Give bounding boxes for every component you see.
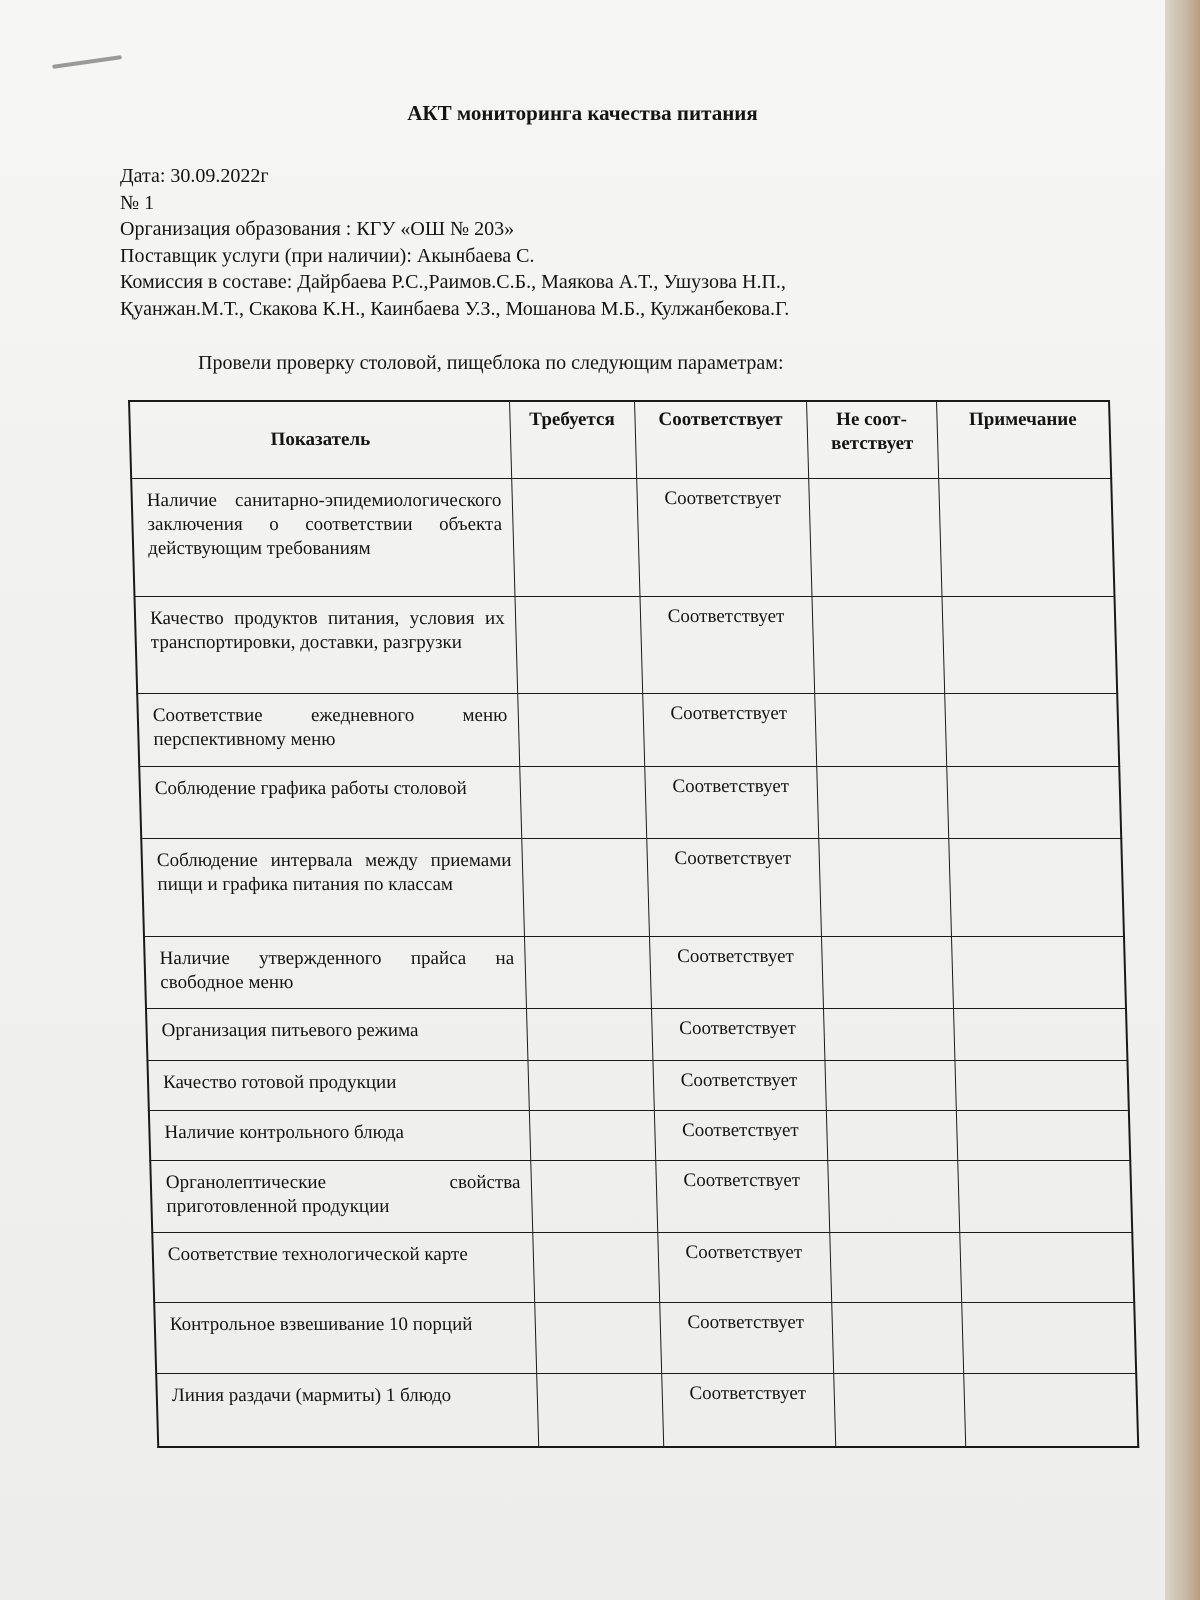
row-note [946,767,1121,839]
inspection-table [128,400,1139,1448]
desk-surface [1165,0,1200,1600]
row-indicator: Соответствие ежедневного меню перспективному меню [137,694,519,767]
row-matches: Соответствует [655,1161,829,1233]
row-required [517,694,644,767]
table-row [150,1161,1132,1233]
row-indicator: Наличие утвержденного прайса на свободное меню [144,937,526,1009]
table-row [156,1374,1138,1447]
row-not-matches [816,767,948,839]
row-note [957,1161,1132,1233]
table-body [131,479,1138,1447]
header-matches: Соответствует [634,401,808,479]
row-matches: Соответствует [636,479,811,597]
row-note [951,937,1126,1009]
row-not-matches [814,694,946,767]
row-indicator: Соблюдение интервала между приемами пищи и графика питания по классам [141,839,524,937]
row-required [529,1111,655,1161]
table-row [147,1061,1128,1111]
row-matches: Соответствует [652,1061,825,1111]
row-indicator: Органолептические свойства приготовленной продукции [150,1161,532,1233]
row-matches: Соответствует [657,1233,831,1303]
header-note: Примечание [936,401,1111,479]
header-not-matches: Не соот-ветствует [806,401,938,479]
date-line: Дата: 30.09.2022г [120,165,269,187]
row-note [954,1061,1128,1111]
row-matches: Соответствует [654,1111,827,1161]
row-required [526,1009,652,1061]
table-header-row [129,401,1111,479]
row-not-matches [821,937,953,1009]
row-indicator: Контрольное взвешивание 10 порций [154,1303,536,1374]
row-not-matches [808,479,941,597]
row-note [959,1233,1134,1303]
row-matches: Соответствует [646,839,821,937]
commission-line: Комиссия в составе: Дайрбаева Р.С.,Раимов.С.Б., Маякова А.Т., Ушузова Н.П., [120,271,786,293]
row-not-matches [827,1161,959,1233]
row-indicator: Качество готовой продукции [147,1061,528,1111]
row-required [530,1161,657,1233]
row-matches: Соответствует [659,1303,833,1374]
row-not-matches [826,1111,957,1161]
row-required [511,479,639,597]
commission-line-continued: Қуанжан.М.Т., Скакова К.Н., Каинбаева У.З., Мошанова М.Б., Кулжанбекова.Г. [120,297,790,320]
row-indicator: Наличие контрольного блюда [149,1111,530,1161]
table-row [149,1111,1130,1161]
row-note [948,839,1124,937]
row-note [953,1009,1127,1061]
table-row [137,694,1119,767]
organization-line: Организация образования : КГУ «ОШ № 203» [120,218,515,240]
row-matches: Соответствует [661,1374,835,1447]
row-indicator: Качество продуктов питания, условия их транспортировки, доставки, разгрузки [134,597,517,694]
row-required [536,1374,663,1447]
row-not-matches [833,1374,965,1447]
number-line: № 1 [120,191,155,214]
table-row [146,1009,1127,1061]
row-not-matches [823,1009,954,1061]
document-meta [120,163,789,322]
pen-mark [52,55,122,69]
header-indicator: Показатель [129,401,511,479]
row-not-matches [824,1061,955,1111]
row-note [938,479,1114,597]
row-not-matches [818,839,951,937]
row-required [527,1061,653,1111]
table-row [152,1233,1134,1303]
row-note [963,1374,1138,1447]
table-row [134,597,1117,694]
table-row [154,1303,1136,1374]
row-note [956,1111,1130,1161]
row-required [524,937,651,1009]
row-indicator: Наличие санитарно-эпидемиологического заключения о соответствии объекта действующим требованиям [131,479,514,597]
table-row [144,937,1126,1009]
row-not-matches [829,1233,961,1303]
table-row [139,767,1121,839]
row-matches: Соответствует [651,1009,824,1061]
header-required: Требуется [509,401,636,479]
row-required [514,597,642,694]
row-not-matches [811,597,944,694]
row-matches: Соответствует [642,694,816,767]
row-note [944,694,1119,767]
row-indicator: Организация питьевого режима [146,1009,527,1061]
intro-text: Провели проверку столовой, пищеблока по следующим параметрам: [198,352,784,374]
row-not-matches [831,1303,963,1374]
row-matches: Соответствует [644,767,818,839]
row-matches: Соответствует [649,937,823,1009]
row-required [534,1303,661,1374]
row-indicator: Линия раздачи (мармиты) 1 блюдо [156,1374,538,1447]
row-required [519,767,646,839]
row-required [521,839,649,937]
row-matches: Соответствует [639,597,814,694]
row-note [961,1303,1136,1374]
table-row [131,479,1114,597]
document-title: АКТ мониторинга качества питания [407,101,758,125]
row-required [532,1233,659,1303]
row-indicator: Соответствие технологической карте [152,1233,534,1303]
row-note [941,597,1117,694]
row-indicator: Соблюдение графика работы столовой [139,767,521,839]
table-row [141,839,1124,937]
supplier-line: Поставщик услуги (при наличии): Акынбаева С. [120,244,535,267]
